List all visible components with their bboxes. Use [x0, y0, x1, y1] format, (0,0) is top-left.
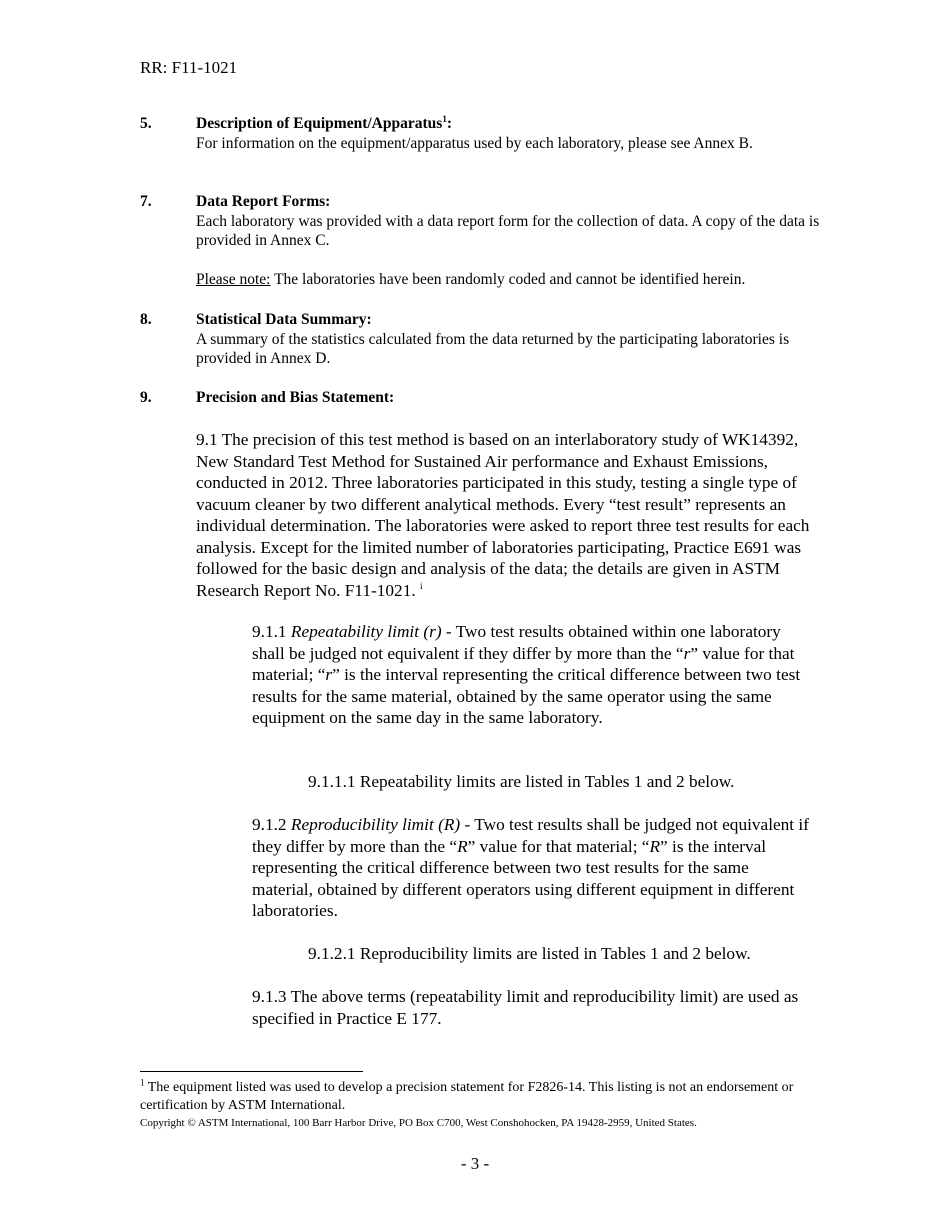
section-text: A summary of the statistics calculated from the data returned by the participating laboratories is provided in Annex D. — [196, 330, 790, 367]
section-number: 7. — [140, 193, 152, 210]
section-title: Data Report Forms: — [196, 193, 331, 210]
copyright-notice: Copyright © ASTM International, 100 Barr Harbor Drive, PO Box C700, West Conshohocken, PA 19428-2959, United States. — [140, 1117, 697, 1129]
section-8 — [140, 310, 820, 369]
section-text: For information on the equipment/apparatus used by each laboratory, please see Annex B. — [196, 134, 753, 152]
paragraph-9-1-2: 9.1.2 Reproducibility limit (R) - Two test results shall be judged not equivalent if they differ by more than the “R” value for that material; “R” is the interval representing the critical difference between two test results for the same material, obtained by different operators using different equipment in different laboratories. — [252, 815, 809, 920]
footnote-marker: 1 — [140, 1077, 145, 1088]
section-7 — [140, 192, 820, 290]
paragraph-9-1-1-1: 9.1.1.1 Repeatability limits are listed in Tables 1 and 2 below. — [308, 772, 735, 791]
report-id-header: RR: F11-1021 — [140, 58, 238, 77]
paragraph-9-1: 9.1 The precision of this test method is based on an interlaboratory study of WK14392, New Standard Test Method for Sustained Air performance and Exhaust Emissions, conducted in 2012. Three laboratories participated in this study, testing a single type of vacuum cleaner by two different analytical methods. Every “test result” represents an individual determination. The laboratories were asked to report three test results for each analysis. Except for the limited number of laboratories participating, Practice E691 was followed for the basic design and analysis of the data; the details are given in ASTM Research Report No. F11-1021. $^i$ — [196, 430, 810, 600]
page-number: - 3 - — [460, 1154, 490, 1173]
term-reproducibility-limit: Reproducibility limit (R) — [290, 815, 461, 834]
section-9 — [140, 388, 820, 408]
paragraph-9-1-2-1: 9.1.2.1 Reproducibility limits are listed in Tables 1 and 2 below. — [308, 944, 751, 963]
term-repeatability-limit: Repeatability limit (r) — [290, 622, 442, 641]
note-label: Please note: — [196, 271, 271, 288]
endnote-ref: i — [419, 580, 423, 591]
section-title: Precision and Bias Statement: — [196, 389, 395, 406]
paragraph-9-1-1: 9.1.1 Repeatability limit (r) - Two test results obtained within one laboratory shall be judged not equivalent if they differ by more than the “r” value for that material; “r” is the interval representing the critical difference between two test results for the same material, obtained by the same operator using the same equipment on the same day in the same laboratory. — [252, 622, 801, 727]
section-number: 9. — [140, 389, 152, 406]
footnote-divider — [140, 1071, 363, 1072]
section-title: Description of Equipment/Apparatus$^1$: — [196, 113, 452, 132]
section-title: Statistical Data Summary: — [196, 311, 372, 328]
please-note: Please note: The laboratories have been randomly coded and cannot be identified herein. — [196, 271, 746, 288]
footnote-ref: 1 — [442, 113, 447, 124]
section-number: 5. — [140, 115, 152, 132]
paragraph-9-1-3: 9.1.3 The above terms (repeatability limit and reproducibility limit) are used as specified in Practice E 177. — [252, 987, 799, 1028]
section-number: 8. — [140, 311, 152, 328]
section-5 — [140, 114, 820, 153]
section-text: Each laboratory was provided with a data report form for the collection of data. A copy of the data is provided in Annex C. — [196, 212, 820, 249]
footnote: $^1$ The equipment listed was used to develop a precision statement for F2826-14. This listing is not an endorsement or certification by ASTM International. — [140, 1077, 794, 1113]
